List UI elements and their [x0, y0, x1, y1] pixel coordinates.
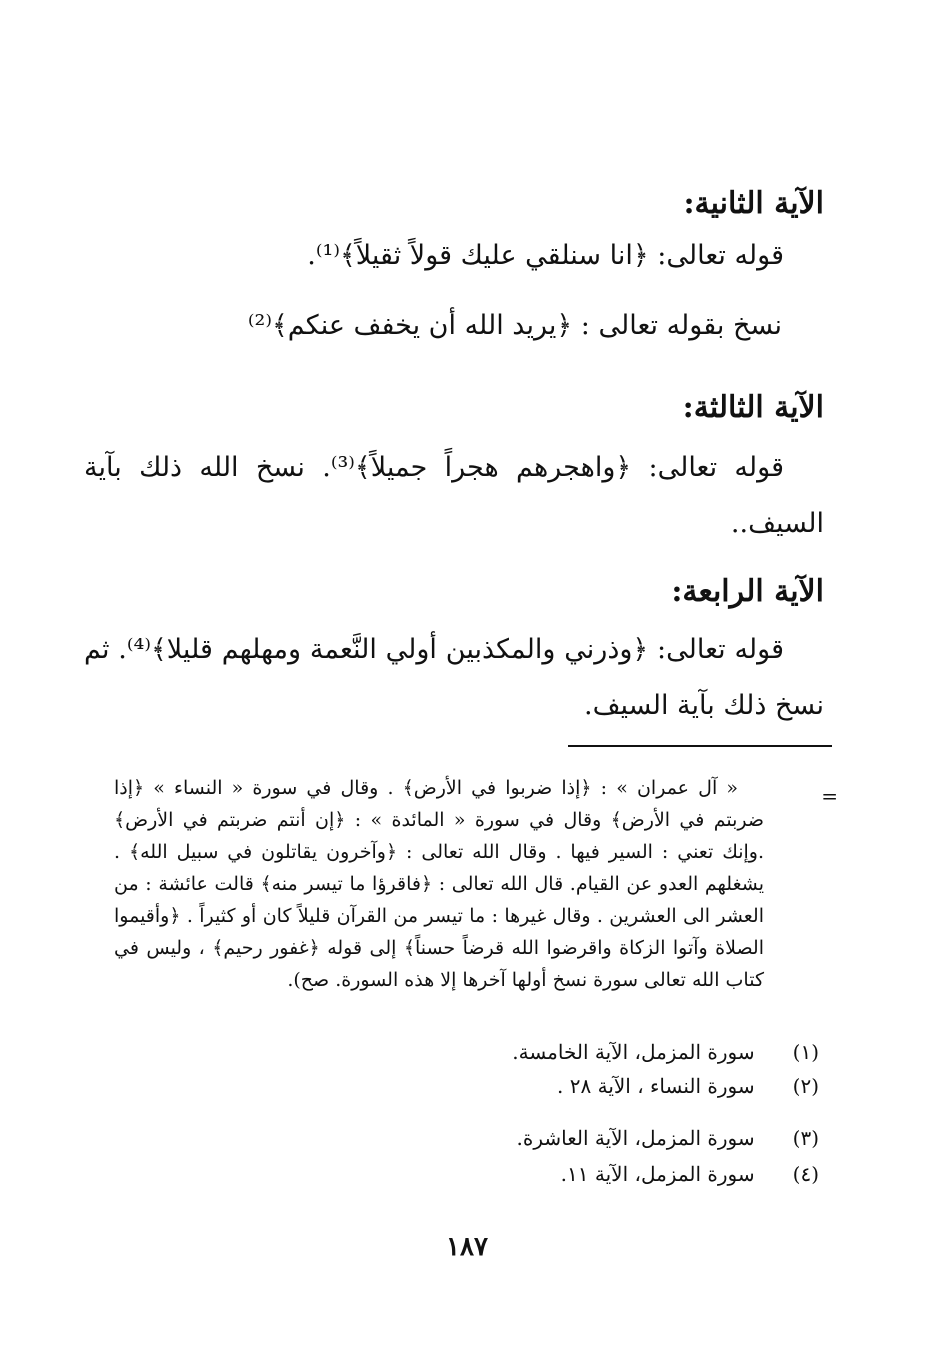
fourth-verse-paragraph: قوله تعالى: ﴿وذرني والمكذبين أولي النَّعمة ومهلهم قليلا﴾⁽⁴⁾. ثم نسخ ذلك بآية السيف.	[84, 634, 824, 721]
footnote-text: سورة المزمل، الآية الخامسة.	[512, 1040, 755, 1064]
page-number: ١٨٧	[446, 1232, 488, 1262]
footnote-item	[557, 1074, 819, 1098]
second-verse-quote: قوله تعالى: ﴿انا سنلقي عليك قولاً ثقيلاً﴾⁽¹⁾.	[307, 240, 784, 271]
footnote-continuation-marker: =	[821, 784, 838, 808]
footnote-continuation-text: « آل عمران » : ﴿إذا ضربوا في الأرض﴾ . وقال في سورة « النساء » ﴿إذا ضربتم في الأرض﴾ وقال في سورة « المائدة » : ﴿إن أنتم ضربتم في الأرض﴾ .وإنك تعني : السير فيها . وقال الله تعالى : ﴿وآخرون يقاتلون في سبيل الله﴾ . يشغلهم العدو عن القيام. قال الله تعالى : ﴿فاقرؤا ما تيسر منه﴾ قالت عائشة : من العشر الى العشرين . وقال غيرها : ما تيسر من القرآن قليلاً كان أو كثيراً . ﴿وأقيموا الصلاة وآتوا الزكاة واقرضوا الله قرضاً حسناً﴾ إلى قوله ﴿غفور رحيم﴾ ، وليس في كتاب الله تعالى سورة نسخ أولها آخرها إلا هذه السورة. صح).	[114, 777, 765, 991]
footnote-text: سورة المزمل، الآية ١١.	[560, 1162, 755, 1186]
footnote-item	[517, 1126, 820, 1150]
footnote-number: (٣)	[792, 1126, 819, 1150]
footnote-text: سورة النساء ، الآية ٢٨ .	[557, 1074, 755, 1098]
footnote-number: (١)	[792, 1040, 819, 1064]
second-verse-abrogation: نسخ بقوله تعالى : ﴿يريد الله أن يخفف عنكم﴾⁽²⁾	[247, 310, 782, 341]
footnote-number: (٤)	[792, 1162, 819, 1186]
footnote-item	[512, 1040, 819, 1064]
third-verse-paragraph: قوله تعالى: ﴿واهجرهم هجراً جميلاً﴾⁽³⁾. نسخ الله ذلك بآية السيف..	[84, 452, 824, 539]
footnote-separator	[568, 745, 832, 747]
section-heading-fourth-verse: الآية الرابعة:	[671, 574, 824, 609]
footnote-item	[561, 1162, 819, 1186]
section-heading-second-verse: الآية الثانية:	[683, 186, 824, 221]
section-heading-third-verse: الآية الثالثة:	[682, 390, 824, 425]
footnote-number: (٢)	[792, 1074, 819, 1098]
footnote-text: سورة المزمل، الآية العاشرة.	[516, 1126, 755, 1150]
